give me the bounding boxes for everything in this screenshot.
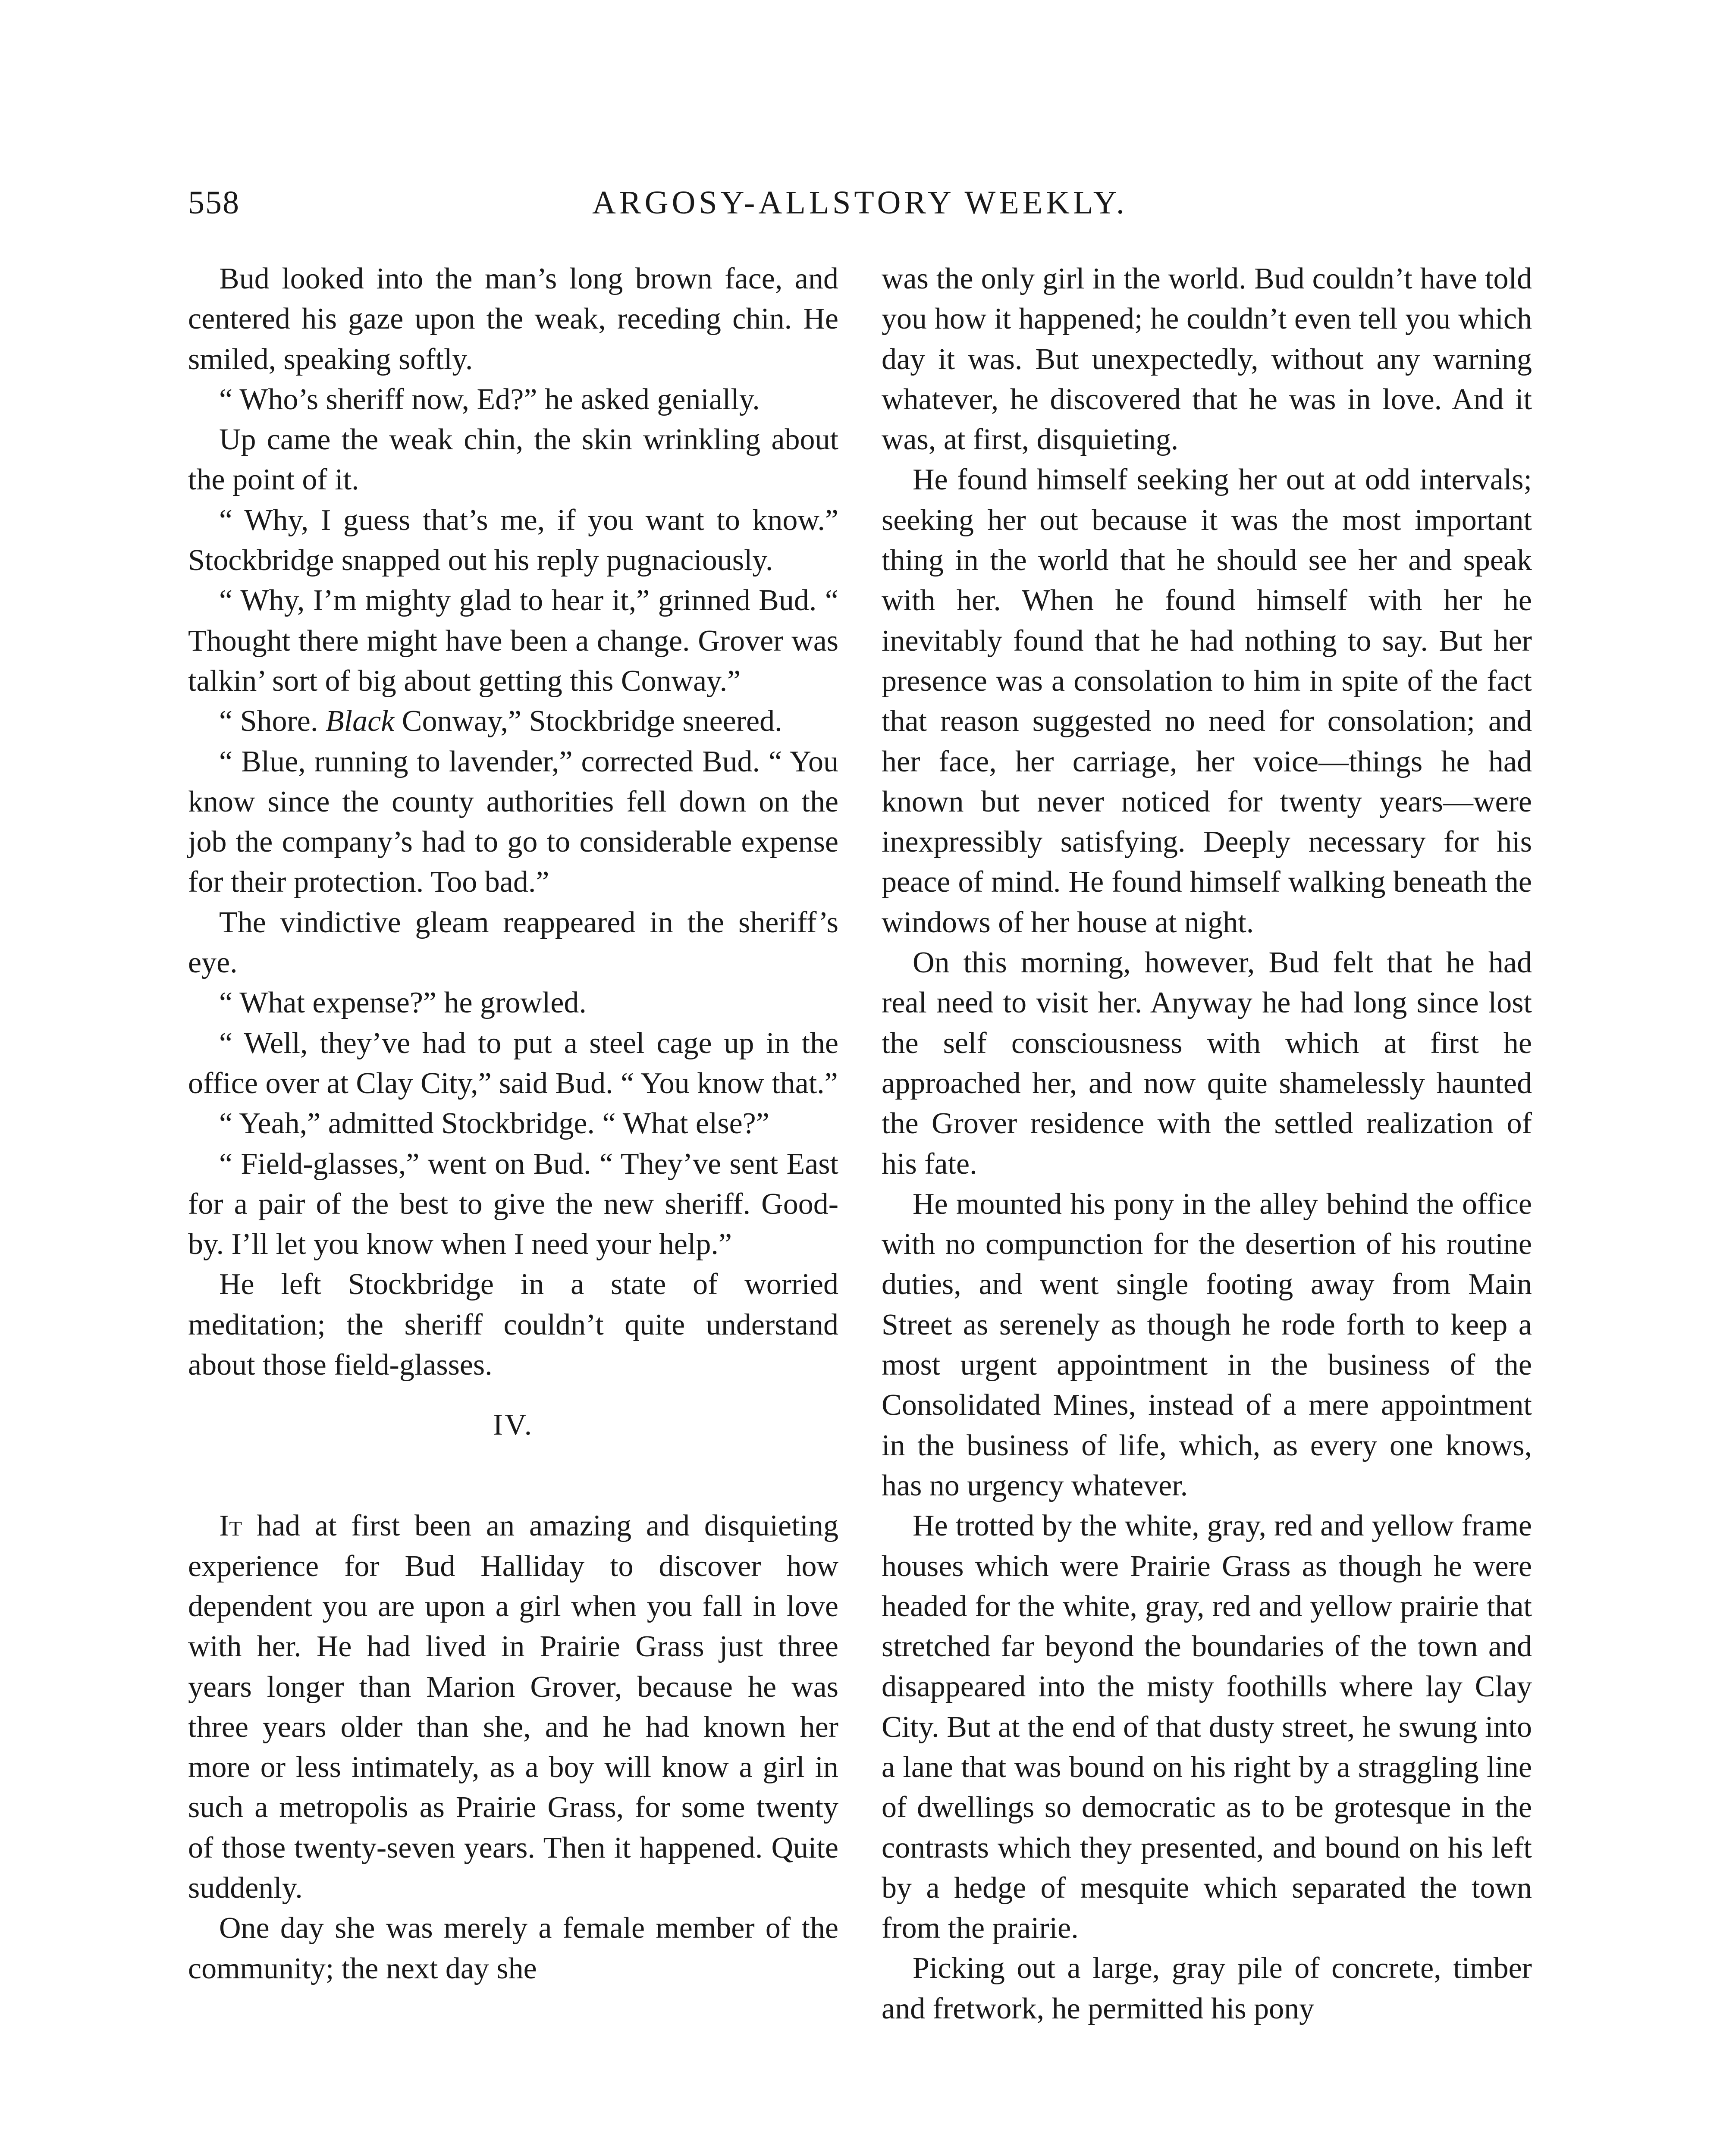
page-number: 558 [188,185,240,221]
paragraph: “ Field-glasses,” went on Bud. “ They’ve sent East for a pair of the best to give the new sheriff. Good-by. I’ll let you know when I need your help.” [188,1147,838,1261]
text-run: Conway,” Stockbridge sneered. [394,705,782,738]
paragraph: “ Blue, running to lavender,” corrected Bud. “ You know since the county authorities fell down on the job the company’s had to go to considerable expense for their protection. Too bad.” [188,745,838,899]
paragraph: On this morning, however, Bud felt that he had real need to visit her. Anyway he had long since lost the self consciousness with which at first he approached her, and now quite shamelessly haunted the Grover residence with the settled realization of his fate. [882,946,1532,1181]
section-heading [188,1385,838,1506]
paragraph: Picking out a large, gray pile of concrete, timber and fretwork, he permitted his pony [882,1952,1532,2025]
section-opening-paragraph [188,1506,838,1908]
paragraph-shore [188,701,838,741]
text-run: had at first been an amazing and disquieting experience for Bud Halliday to discover how dependent you are upon a girl when you fall in love with her. He had lived in Prairie Grass just three years longer than Marion Grover, because he was three years older than she, and he had known her more or less intimately, as a boy will know a girl in such a metropolis as Prairie Grass, for some twenty of those twenty-seven years. Then it happened. Quite suddenly. [188,1509,838,1905]
running-head: ARGOSY-ALLSTORY WEEKLY. [592,185,1128,221]
paragraph: “ Well, they’ve had to put a steel cage up in the office over at Clay City,” said Bud. “ You know that.” [188,1026,838,1100]
paragraph-continuation: was the only girl in the world. Bud couldn’t have told you how it happened; he couldn’t even tell you which day it was. But unexpectedly, without any warning whatever, he discovered that he was in love. And it was, at first, disquieting. [882,262,1532,457]
right-column [882,259,1532,2029]
paragraph: The vindictive gleam reappeared in the sheriff’s eye. [188,906,838,980]
paragraph: He left Stockbridge in a state of worried meditation; the sheriff couldn’t quite understand about those field-glasses. [188,1268,838,1382]
paragraph: “ Why, I’m mighty glad to hear it,” grinned Bud. “ Thought there might have been a change. Grover was talkin’ sort of big about getting this Conway.” [188,584,838,698]
text-run: “ Shore. [219,705,326,738]
paragraph: Up came the weak chin, the skin wrinkling about the point of it. [188,423,838,497]
paragraph: Bud looked into the man’s long brown face, and centered his gaze upon the weak, receding chin. He smiled, speaking softly. [188,262,838,376]
left-column [188,259,838,1989]
paragraph: “ Yeah,” admitted Stockbridge. “ What else?” [219,1107,769,1141]
initial-word: It [219,1509,242,1543]
italic-text: Black [325,705,395,738]
paragraph: “ What expense?” he growled. [219,986,587,1020]
paragraph: He found himself seeking her out at odd intervals; seeking her out because it was the most important thing in the world that he should see her and speak with her. When he found himself with her he inevitably found that he had nothing to say. But her presence was a consolation to him in spite of the fact that reason suggested no need for consolation; and her face, her carriage, her voice—things he had known but never noticed for twenty years—were inexpressibly satisfying. Deeply necessary for his peace of mind. He found himself walking beneath the windows of her house at night. [882,463,1532,939]
section-number: IV. [493,1408,534,1442]
paragraph: “ Who’s sheriff now, Ed?” he asked genially. [219,382,760,416]
paragraph: “ Why, I guess that’s me, if you want to know.” Stockbridge snapped out his reply pugnaciously. [188,503,838,577]
page-header [188,181,1532,229]
paragraph: He trotted by the white, gray, red and yellow frame houses which were Prairie Grass as though he were headed for the white, gray, red and yellow prairie that stretched far beyond the boundaries of the town and disappeared into the misty foothills where lay Clay City. But at the end of that dusty street, he swung into a lane that was bound on his right by a straggling line of dwellings so democratic as to be grotesque in the contrasts which they presented, and bound on his left by a hedge of mesquite which separated the town from the prairie. [882,1509,1532,1945]
paragraph: He mounted his pony in the alley behind the office with no compunction for the desertion of his routine duties, and went single footing away from Main Street as serenely as though he rode forth to keep a most urgent appointment in the business of the Consolidated Mines, instead of a mere appointment in the business of life, which, as every one knows, has no urgency whatever. [882,1187,1532,1502]
paragraph: One day she was merely a female member of the community; the next day she [188,1912,838,1985]
